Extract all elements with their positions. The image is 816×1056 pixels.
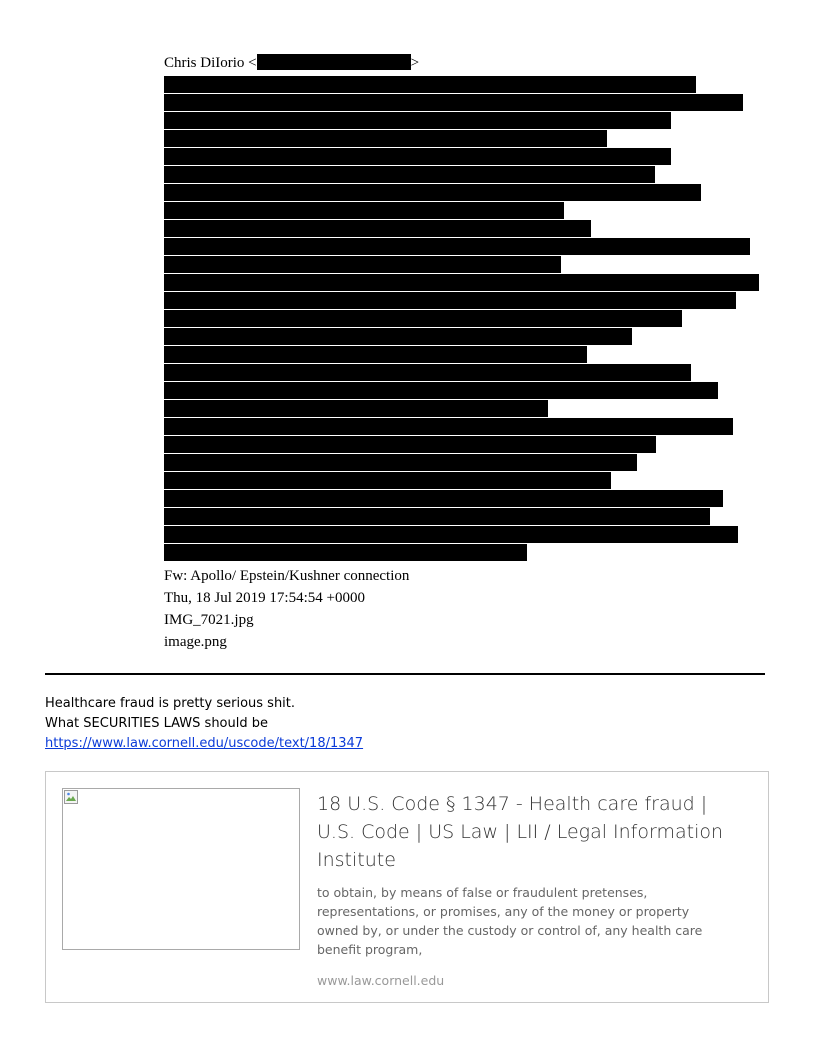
redacted-recipient	[164, 472, 611, 489]
redacted-recipient	[164, 202, 564, 219]
redacted-recipient	[164, 328, 632, 345]
redacted-recipient	[164, 310, 682, 327]
redacted-recipient	[164, 418, 733, 435]
from-suffix: >	[410, 55, 420, 71]
header-divider	[45, 673, 765, 675]
redacted-recipient	[164, 436, 656, 453]
message-line: Healthcare fraud is pretty serious shit.	[45, 696, 296, 711]
subject-value: Fw: Apollo/ Epstein/Kushner connection	[164, 568, 410, 584]
message-body	[45, 694, 363, 754]
redacted-recipient	[164, 220, 591, 237]
redacted-recipient	[164, 238, 750, 255]
attachment-file[interactable]: IMG_7021.jpg	[164, 612, 254, 628]
redacted-recipient	[164, 130, 607, 147]
redacted-recipient	[164, 256, 561, 273]
redacted-recipient	[164, 400, 548, 417]
redacted-recipient	[164, 490, 723, 507]
message-link[interactable]: https://www.law.cornell.edu/uscode/text/18/1347	[45, 736, 364, 751]
preview-description: to obtain, by means of false or fraudulent pretenses, representations, or promises, any of the money or property owned by, or under the custody or control of, any health care benefit program,	[317, 885, 703, 957]
redacted-recipient	[164, 526, 738, 543]
redacted-recipient	[164, 184, 701, 201]
redacted-recipient	[164, 382, 718, 399]
from-name: Chris DiIorio <	[164, 55, 257, 71]
preview-image-placeholder[interactable]	[62, 788, 300, 950]
redacted-recipient	[164, 148, 671, 165]
redacted-recipient	[164, 292, 736, 309]
redacted-recipient	[164, 544, 527, 561]
broken-image-icon	[64, 790, 78, 804]
redacted-recipient	[164, 346, 587, 363]
from-value	[164, 54, 419, 72]
message-line: What SECURITIES LAWS should be	[45, 716, 268, 731]
inline-image-file[interactable]: image.png	[164, 634, 227, 650]
preview-title[interactable]: 18 U.S. Code § 1347 - Health care fraud | U.S. Code | US Law | LII / Legal Information Institute	[317, 793, 724, 871]
date-value: Thu, 18 Jul 2019 17:54:54 +0000	[164, 590, 365, 606]
redacted-recipient	[164, 76, 696, 93]
redacted-recipient	[164, 508, 710, 525]
redacted-recipient	[164, 94, 743, 111]
link-preview-card[interactable]	[45, 771, 769, 1003]
redacted-recipient	[164, 112, 671, 129]
redacted-recipient	[164, 364, 691, 381]
redacted-recipient	[164, 454, 637, 471]
preview-domain: www.law.cornell.edu	[317, 973, 445, 988]
redacted-from-email	[257, 54, 411, 70]
redacted-recipient	[164, 166, 655, 183]
redacted-recipient	[164, 274, 759, 291]
